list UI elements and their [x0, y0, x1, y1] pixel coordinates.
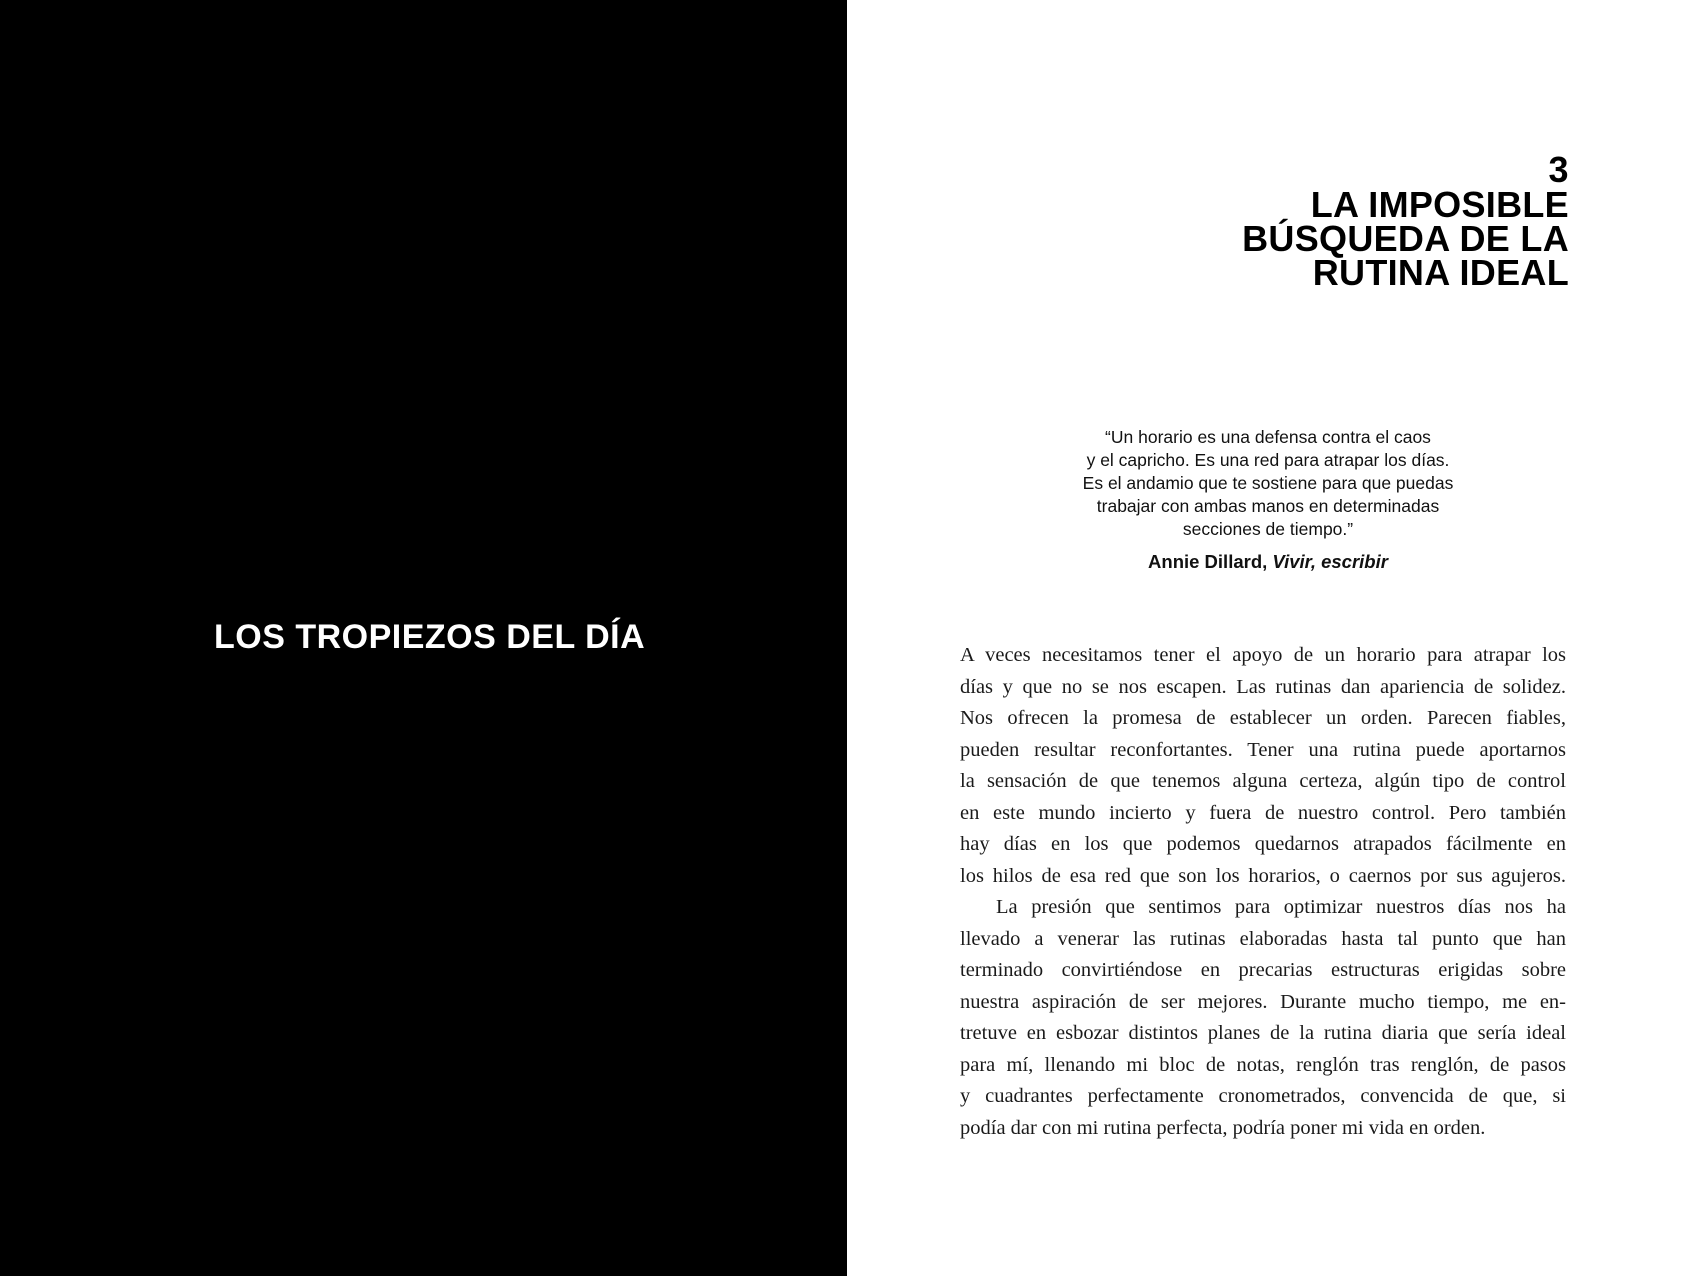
body-line: hay días en los que podemos quedarnos atrapados fácilmente en: [960, 833, 1566, 855]
body-line: Nos ofrecen la promesa de establecer un orden. Parecen fiables,: [960, 707, 1566, 729]
epigraph-line: Es el andamio que te sostiene para que puedas: [1082, 473, 1454, 493]
chapter-number: 3: [1548, 149, 1569, 190]
epigraph-line: secciones de tiempo.”: [1182, 519, 1354, 539]
right-page: [847, 0, 1689, 1276]
chapter-title-line: LA IMPOSIBLE: [1310, 184, 1569, 225]
body-line: La presión que sentimos para optimizar nuestros días nos ha: [996, 896, 1566, 918]
chapter-heading: [1242, 149, 1569, 293]
body-line: los hilos de esa red que son los horarios, o caernos por sus agujeros.: [960, 864, 1566, 887]
body-line: podía dar con mi rutina perfecta, podría poner mi vida en orden.: [960, 1116, 1486, 1139]
body-text: [960, 640, 1566, 1144]
body-line: pueden resultar reconfortantes. Tener una rutina puede aportarnos: [960, 738, 1566, 761]
body-line: días y que no se nos escapen. Las rutinas dan apariencia de solidez.: [960, 675, 1566, 698]
body-line: tretuve en esbozar distintos planes de la rutina diaria que sería ideal: [960, 1022, 1566, 1044]
epigraph-line: trabajar con ambas manos en determinadas: [1096, 496, 1440, 516]
chapter-title-line: RUTINA IDEAL: [1312, 252, 1569, 293]
body-line: A veces necesitamos tener el apoyo de un horario para atrapar los: [960, 644, 1566, 666]
body-line: terminado convirtiéndose en precarias estructuras erigidas sobre: [960, 959, 1566, 981]
body-line: la sensación de que tenemos alguna certeza, algún tipo de control: [960, 770, 1566, 792]
epigraph-work: Vivir, escribir: [1272, 551, 1388, 572]
part-title: LOS TROPIEZOS DEL DÍA: [214, 618, 646, 656]
body-line: para mí, llenando mi bloc de notas, renglón tras renglón, de pasos: [960, 1053, 1566, 1076]
body-line: en este mundo incierto y fuera de nuestro control. Pero también: [960, 801, 1566, 824]
chapter-title-line: BÚSQUEDA DE LA: [1242, 218, 1569, 259]
epigraph-line: “Un horario es una defensa contra el caos: [1105, 427, 1431, 447]
epigraph: [847, 426, 1689, 573]
body-line: nuestra aspiración de ser mejores. Durante mucho tiempo, me en-: [960, 990, 1566, 1013]
epigraph-attribution: [847, 551, 1689, 573]
body-line: y cuadrantes perfectamente cronometrados, convencida de que, si: [960, 1085, 1566, 1107]
epigraph-line: y el capricho. Es una red para atrapar los días.: [1086, 450, 1450, 470]
body-line: llevado a venerar las rutinas elaboradas hasta tal punto que han: [960, 927, 1566, 950]
epigraph-author: Annie Dillard,: [1148, 551, 1268, 572]
